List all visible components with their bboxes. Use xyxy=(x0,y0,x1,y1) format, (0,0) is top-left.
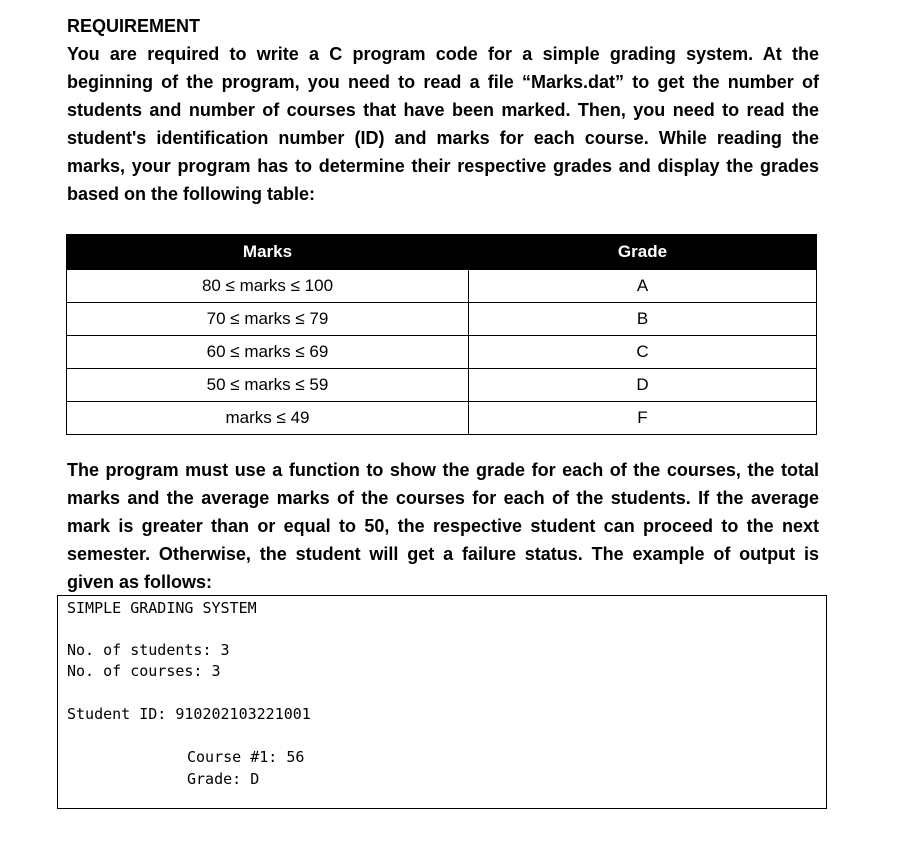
marks-cell: 80 ≤ marks ≤ 100 xyxy=(67,270,469,303)
function-paragraph: The program must use a function to show the grade for each of the courses, the total marks and the average marks of the courses for each of the students. If the average mark is greater than or equal to 50, the respective student can proceed to the next semester. Otherwise, the student will get a failure status. The example of output is given as follows: xyxy=(67,460,819,592)
output-title: SIMPLE GRADING SYSTEM xyxy=(67,599,257,617)
marks-cell: marks ≤ 49 xyxy=(67,402,469,435)
grade-cell: D xyxy=(469,369,817,402)
requirement-section xyxy=(67,14,819,208)
grade-cell: C xyxy=(469,336,817,369)
table-row xyxy=(67,402,817,435)
output-student-id-line: Student ID: 910202103221001 xyxy=(67,705,311,723)
output-course-line: Course #1: 56 xyxy=(187,748,305,766)
intro-paragraph: You are required to write a C program code for a simple grading system. At the beginning of the program, you need to read a file “Marks.dat” to get the number of students and number of courses that have been marked. Then, you need to read the student's identification number (ID) and marks for each course. While reading the marks, your program has to determine their respective grades and display the grades based on the following table: xyxy=(67,44,819,204)
table-row xyxy=(67,336,817,369)
grade-header: Grade xyxy=(469,235,817,270)
grade-cell: A xyxy=(469,270,817,303)
marks-header: Marks xyxy=(67,235,469,270)
output-grade-line: Grade: D xyxy=(187,770,260,788)
table-row xyxy=(67,270,817,303)
function-section xyxy=(67,456,819,596)
table-row xyxy=(67,303,817,336)
output-students-line: No. of students: 3 xyxy=(67,641,230,659)
marks-cell: 50 ≤ marks ≤ 59 xyxy=(67,369,469,402)
grade-cell: B xyxy=(469,303,817,336)
table-header-row xyxy=(67,235,817,270)
heading: REQUIREMENT xyxy=(67,16,201,36)
output-courses-line: No. of courses: 3 xyxy=(67,662,221,680)
table-row xyxy=(67,369,817,402)
marks-cell: 70 ≤ marks ≤ 79 xyxy=(67,303,469,336)
grade-table xyxy=(66,234,817,435)
marks-cell: 60 ≤ marks ≤ 69 xyxy=(67,336,469,369)
sample-output-box xyxy=(57,595,827,809)
grade-cell: F xyxy=(469,402,817,435)
